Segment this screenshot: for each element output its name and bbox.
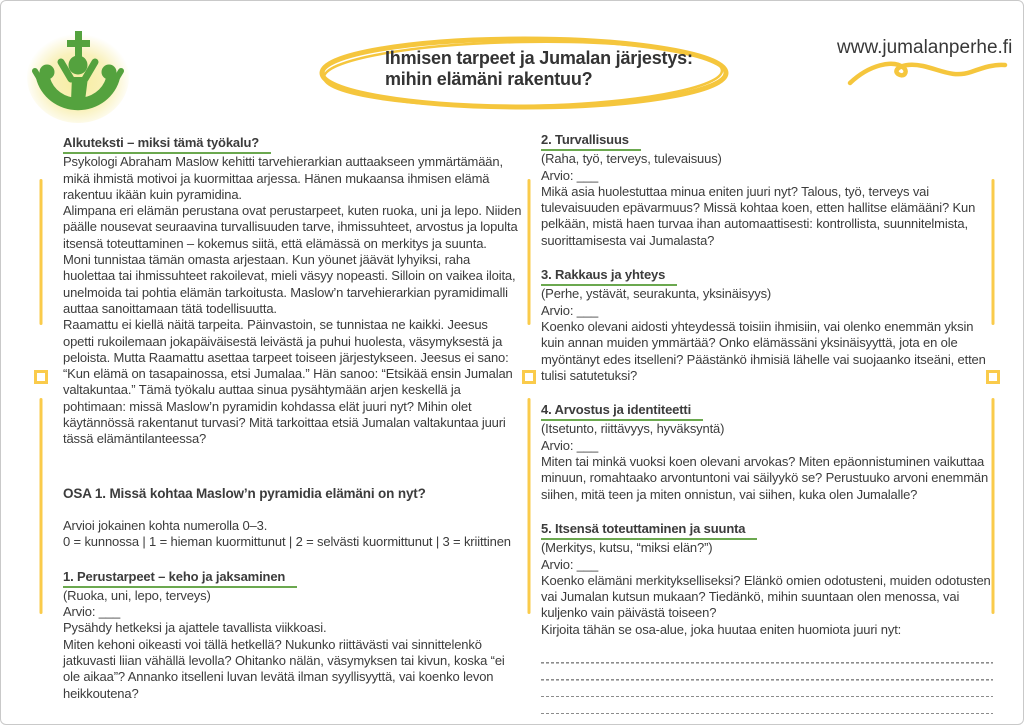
section-1-arvio-field: Arvio: ___ [63,604,121,620]
decor-square-icon [522,370,536,384]
answer-line [541,697,993,714]
section-1-perustarpeet [63,569,522,702]
rating-scale-legend: 0 = kunnossa | 1 = hieman kuormittunut | 2 = selvästi kuormittunut | 3 = kriittinen [63,534,511,550]
section-2-heading-text: 2. Turvallisuus [541,132,641,151]
section-5-heading [541,521,993,540]
jumalanperhe-logo-icon [25,21,131,123]
answer-line [541,664,993,681]
squiggle-underline-icon [847,57,1009,89]
intro-paragraph: Moni tunnistaa tämän omasta arjestaan. Kun yöunet jäävät lyhyiksi, raha huolettaa tai ihmissuhteet rakoilevat, mieli väsyy nopeasti. Silloin on vaikea iloita, unelmoida tai pohtia elämän tarkoitusta. Maslow’n tarvehierarkian pyramidimalli auttaa sanoittamaan tätä todellisuutta. [63,252,516,316]
section-1-heading [63,569,522,588]
intro-heading [63,135,522,154]
page-title-line1: Ihmisen tarpeet ja Jumalan järjestys: [385,48,693,68]
rating-scale-intro: Arvioi jokainen kohta numerolla 0–3. [63,517,268,533]
section-1-body: Pysähdy hetkeksi ja ajattele tavallista viikkoasi. [63,620,327,636]
section-5-body: Koenko elämäni merkitykselliseksi? Elänkö omien odotusteni, muiden odotusten vai Jumalan kutsun mukaan? Tiedänkö, mihin suuntaan olen menossa, vai kuljenko vain päivästä toiseen? [541,572,991,621]
section-3-rakkaus [541,267,993,384]
section-5-arvio-field: Arvio: ___ [541,556,599,572]
write-prompt: Kirjoita tähän se osa-alue, joka huutaa eniten huomiota juuri nyt: [541,621,902,637]
section-4-subtitle: (Itsetunto, riittävyys, hyväksyntä) [541,421,725,437]
section-3-arvio-field: Arvio: ___ [541,302,599,318]
answer-line [541,681,993,698]
intro-paragraph: Psykologi Abraham Maslow kehitti tarvehierarkian auttaakseen ymmärtämään, mikä ihmistä motivoi ja kuormittaa arjessa. Hänen mukaansa ihmisen elämä rakentuu ikään kuin pyramidina. [63,154,503,202]
section-2-heading [541,132,993,151]
answer-lines [541,647,993,714]
decor-square-icon [34,370,48,384]
section-2-body: Mikä asia huolestuttaa minua eniten juuri nyt? Talous, työ, terveys vai tulevaisuuden epävarmuus? Missä kohtaa koen, etten hallitse elämääni? Kun pelkään, mistä haen turvaa ihan automaattisesti: kontrollista, suunnitelmista, suorittamisesta vai Jumalasta? [541,183,976,248]
section-5-heading-text: 5. Itsensä toteuttaminen ja suunta [541,521,757,540]
site-url: www.jumalanperhe.fi [837,37,1013,58]
section-3-body: Koenko olevani aidosti yhteydessä toisiin ihmisiin, vai olenko enemmän yksin kuin annan muiden ymmärtää? Onko elämässäni yksinäisyyttä, jota en ole myöntänyt edes itselleni? Päästänkö ihmisiä lähelle vai suojaanko itseäni, etten tulisi satutetuksi? [541,318,986,383]
osa1-heading: OSA 1. Missä kohtaa Maslow’n pyramidia elämäni on nyt? [63,485,426,501]
family-with-cross-icon [25,21,131,123]
section-4-arvio-field: Arvio: ___ [541,437,599,453]
intro-heading-text: Alkuteksti – miksi tämä työkalu? [63,135,271,154]
section-5-itsensa-toteuttaminen [541,521,993,638]
section-1-body: Miten kehoni oikeasti voi tällä hetkellä? Nukunko riittävästi vai sinnittelenkö jatkuvasti liian vähällä levolla? Ohitanko nälän, väsymyksen tai kivun, koska “ei ole aikaa”? Annanko itselleni luvan levätä ilman syyllisyyttä, vai koenko levon heikkoutena? [63,636,505,701]
left-column [63,135,522,702]
answer-line [541,647,993,664]
section-1-heading-text: 1. Perustarpeet – keho ja jaksaminen [63,569,297,588]
section-4-heading-text: 4. Arvostus ja identiteetti [541,402,703,421]
intro-paragraph: Raamattu ei kiellä näitä tarpeita. Päinvastoin, se tunnistaa ne kaikki. Jeesus opetti rukoilemaan jokapäiväisestä leivästä ja puhui huolesta, väsymyksestä ja peloista. Mutta Raamattu asettaa tarpeet toiseen järjestykseen. Jeesus ei sano: “Kun elämä on tasapainossa, etsi Jumalaa.” Hän sanoo: “Etsikää ensin Jumalan valtakuntaa.” Tämä työkalu auttaa sinua pysähtymään arjen keskellä ja pohtimaan: missä Maslow’n pyramidin kohdassa elät juuri nyt? Mihin olet käytännössä rakentanut turvasi? Mitä tarkoittaa etsiä Jumalan valtakuntaa juuri tässä elämäntilanteessa? [63,317,513,447]
section-4-arvostus [541,402,993,503]
section-4-heading [541,402,993,421]
section-2-turvallisuus [541,132,993,249]
right-column [541,132,993,714]
section-4-body: Miten tai minkä vuoksi koen olevani arvokas? Miten epäonnistuminen vaikuttaa minuun, romahtaako arvontuntoni vai säilyykö se? Perustuuko arvoni enemmän siihen, mitä teen ja miten onnistun, vai siihen, kuka olen Jumalalle? [541,454,989,502]
section-3-subtitle: (Perhe, ystävät, seurakunta, yksinäisyys) [541,286,772,302]
decor-line [528,179,531,325]
section-2-subtitle: (Raha, työ, terveys, tulevaisuus) [541,151,722,167]
section-3-heading [541,267,993,286]
decor-line [40,179,43,325]
decor-line [528,398,531,614]
intro-paragraph: Alimpana eri elämän perustana ovat perustarpeet, kuten ruoka, uni ja lepo. Niiden päälle nousevat seuraavina turvallisuuden tarve, ihmissuhteet, arvostus ja lopulta itsensä toteuttaminen – kokemus siitä, että elämässä on merkitys ja suunta. [63,203,522,251]
page-title [385,48,693,90]
section-5-subtitle: (Merkitys, kutsu, “miksi elän?”) [541,540,713,556]
section-1-subtitle: (Ruoka, uni, lepo, terveys) [63,587,211,603]
title-banner [317,35,731,113]
section-3-heading-text: 3. Rakkaus ja yhteys [541,267,677,286]
section-2-arvio-field: Arvio: ___ [541,167,599,183]
osa1-instructions [63,518,522,551]
page-title-line2: mihin elämäni rakentuu? [385,69,593,89]
decor-line [40,398,43,614]
